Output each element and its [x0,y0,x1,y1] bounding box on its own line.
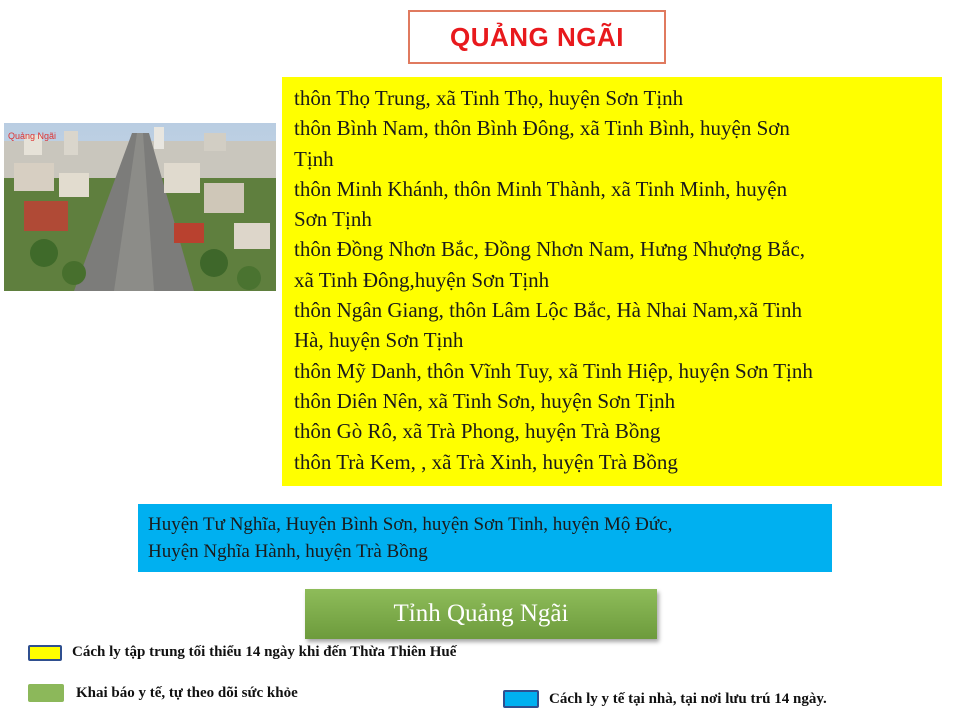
list-item: thôn Gò Rô, xã Trà Phong, huyện Trà Bồng [294,419,661,444]
blue-box-line: Huyện Tư Nghĩa, Huyện Bình Sơn, huyện Sơn Tinh, huyện Mộ Đức, [148,514,673,535]
legend-yellow-label: Cách ly tập trung tối thiểu 14 ngày khi đến Thừa Thiên Huế [72,644,457,660]
list-item: thôn Trà Kem, , xã Trà Xinh, huyện Trà Bồng [294,449,678,474]
list-item: thôn Minh Khánh, thôn Minh Thành, xã Tinh Minh, huyện [294,176,788,201]
city-aerial-photo [4,123,276,291]
list-item: thôn Đồng Nhơn Bắc, Đồng Nhơn Nam, Hưng Nhượng Bắc, [294,237,806,262]
list-item: thôn Mỹ Danh, thôn Vĩnh Tuy, xã Tinh Hiệp, huyện Sơn Tịnh [294,358,813,383]
blue-district-box [138,504,832,572]
page-title: QUẢNG NGÃI [408,10,666,64]
blue-box-line: Huyện Nghĩa Hành, huyện Trà Bồng [148,541,428,562]
yellow-swatch-icon [28,645,62,661]
list-item: thôn Bình Nam, thôn Bình Đông, xã Tinh Bình, huyện Sơn [294,116,790,141]
province-label: Tỉnh Quảng Ngãi [305,589,657,639]
photo-watermark: Quảng Ngãi [8,131,57,141]
blue-swatch-icon [503,690,539,708]
list-item: xã Tinh Đông,huyện Sơn Tịnh [294,267,550,292]
list-item: thôn Ngân Giang, thôn Lâm Lộc Bắc, Hà Nhai Nam,xã Tinh [294,298,802,323]
green-swatch-icon [28,684,64,702]
list-item: thôn Diên Nên, xã Tinh Sơn, huyện Sơn Tịnh [294,388,676,413]
legend-blue-label: Cách ly y tế tại nhà, tại nơi lưu trú 14 ngày. [549,690,827,707]
list-item: Sơn Tịnh [294,207,372,232]
legend-blue [503,690,827,708]
legend-yellow [28,644,456,661]
legend-green [28,684,298,702]
yellow-quarantine-list [282,77,942,486]
list-item: Hà, huyện Sơn Tịnh [294,328,464,353]
list-item: thôn Thọ Trung, xã Tinh Thọ, huyện Sơn Tịnh [294,86,684,110]
legend-green-label: Khai báo y tế, tự theo dõi sức khỏe [76,684,298,701]
list-item: Tịnh [294,146,334,171]
